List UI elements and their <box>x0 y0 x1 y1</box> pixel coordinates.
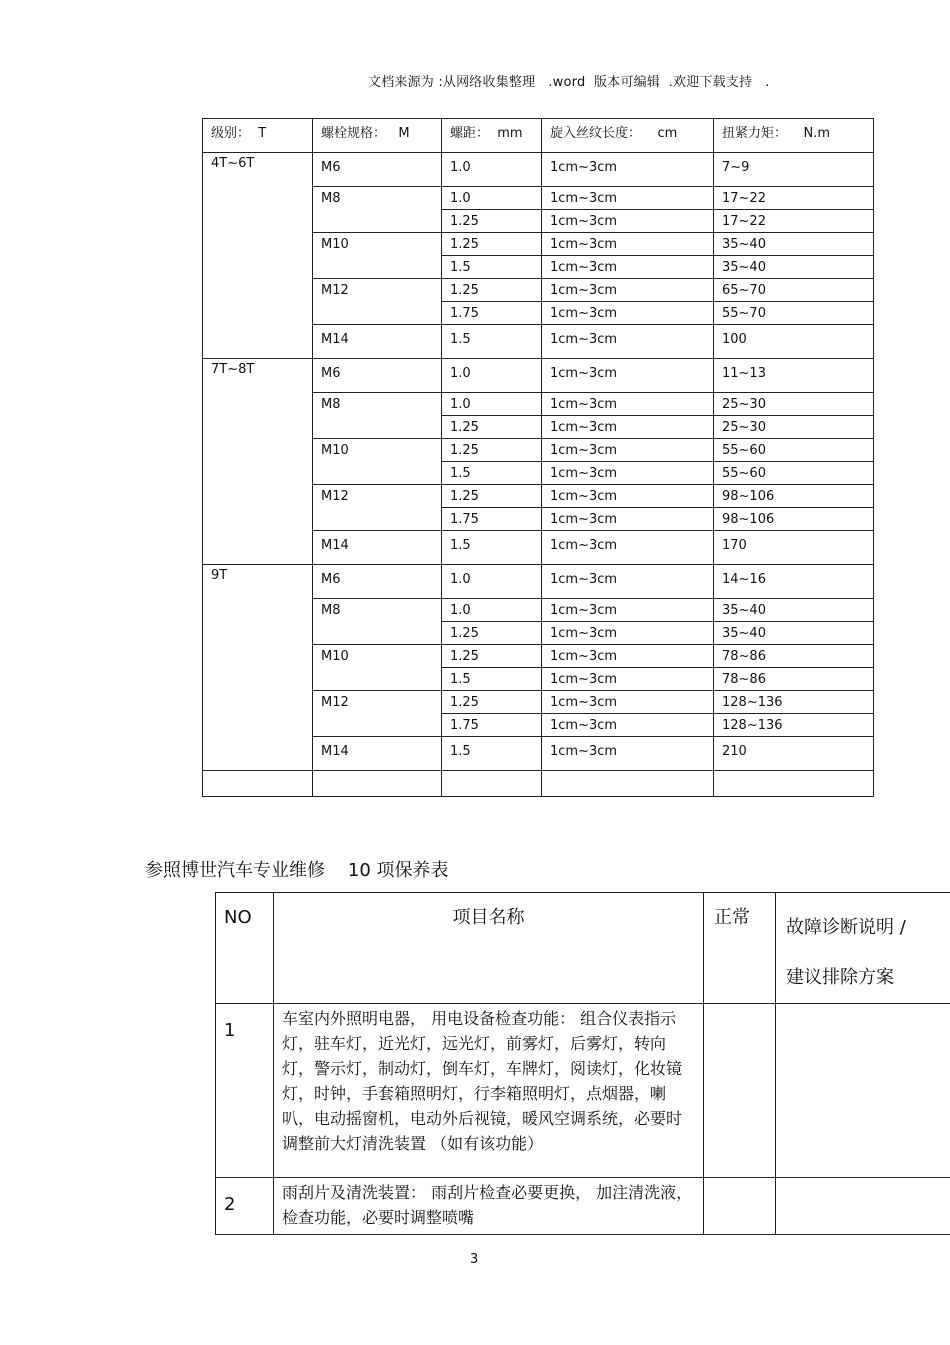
thread-length-cell: 1cm~3cm <box>542 599 714 622</box>
grade-cell: 7T~8T <box>203 359 313 565</box>
torque-value-cell: 35~40 <box>714 599 874 622</box>
pitch-cell: 1.25 <box>442 210 542 233</box>
torque-value-cell: 35~40 <box>714 256 874 279</box>
torque-value-cell: 25~30 <box>714 393 874 416</box>
pitch-cell: 1.25 <box>442 279 542 302</box>
torque-row <box>203 359 874 393</box>
thread-length-cell: 1cm~3cm <box>542 622 714 645</box>
torque-value-cell: 98~106 <box>714 485 874 508</box>
bolt-torque-table <box>202 118 874 797</box>
torque-value-cell: 25~30 <box>714 416 874 439</box>
thread-length-cell: 1cm~3cm <box>542 187 714 210</box>
torque-value-cell: 100 <box>714 325 874 359</box>
thread-length-cell: 1cm~3cm <box>542 531 714 565</box>
torque-value-cell: 11~13 <box>714 359 874 393</box>
header-no: NO <box>216 893 274 1004</box>
bolt-spec-cell: M6 <box>313 565 442 599</box>
grade-cell: 4T~6T <box>203 153 313 359</box>
pitch-cell: 1.75 <box>442 302 542 325</box>
thread-length-cell: 1cm~3cm <box>542 153 714 187</box>
torque-value-cell: 7~9 <box>714 153 874 187</box>
torque-value-cell: 210 <box>714 737 874 771</box>
maintenance-row-2 <box>216 1178 950 1235</box>
pitch-cell: 1.0 <box>442 599 542 622</box>
pitch-cell: 1.25 <box>442 439 542 462</box>
thread-length-cell: 1cm~3cm <box>542 645 714 668</box>
document-source-note: 文档来源为 :从网络收集整理 .word 版本可编辑 .欢迎下载支持 . <box>368 75 770 90</box>
bolt-spec-cell: M8 <box>313 599 442 645</box>
pitch-cell: 1.0 <box>442 187 542 210</box>
header-normal: 正常 <box>704 893 776 1004</box>
torque-value-cell: 55~70 <box>714 302 874 325</box>
torque-value-cell: 78~86 <box>714 645 874 668</box>
empty-cell <box>203 771 313 797</box>
grade-cell: 9T <box>203 565 313 771</box>
torque-value-cell: 98~106 <box>714 508 874 531</box>
thread-length-cell: 1cm~3cm <box>542 714 714 737</box>
torque-header-cell: 螺距： mm <box>442 119 542 153</box>
pitch-cell: 1.0 <box>442 565 542 599</box>
pitch-cell: 1.25 <box>442 233 542 256</box>
thread-length-cell: 1cm~3cm <box>542 737 714 771</box>
thread-length-cell: 1cm~3cm <box>542 416 714 439</box>
row-normal-cell <box>704 1178 776 1235</box>
header-item-name: 项目名称 <box>274 893 704 1004</box>
row-number: 1 <box>216 1004 274 1178</box>
thread-length-cell: 1cm~3cm <box>542 359 714 393</box>
thread-length-cell: 1cm~3cm <box>542 565 714 599</box>
torque-value-cell: 14~16 <box>714 565 874 599</box>
torque-value-cell: 35~40 <box>714 622 874 645</box>
bolt-spec-cell: M12 <box>313 485 442 531</box>
thread-length-cell: 1cm~3cm <box>542 393 714 416</box>
pitch-cell: 1.25 <box>442 691 542 714</box>
row-diagnosis-cell <box>776 1178 950 1235</box>
row-normal-cell <box>704 1004 776 1178</box>
row-diagnosis-cell <box>776 1004 950 1178</box>
torque-empty-row <box>203 771 874 797</box>
bolt-spec-cell: M12 <box>313 691 442 737</box>
maintenance-header-row <box>216 893 950 1004</box>
pitch-cell: 1.5 <box>442 256 542 279</box>
header-diagnosis-line2: 建议排除方案 <box>786 967 894 988</box>
thread-length-cell: 1cm~3cm <box>542 302 714 325</box>
bolt-spec-cell: M12 <box>313 279 442 325</box>
pitch-cell: 1.0 <box>442 359 542 393</box>
pitch-cell: 1.5 <box>442 737 542 771</box>
torque-value-cell: 55~60 <box>714 439 874 462</box>
thread-length-cell: 1cm~3cm <box>542 233 714 256</box>
thread-length-cell: 1cm~3cm <box>542 485 714 508</box>
pitch-cell: 1.5 <box>442 668 542 691</box>
thread-length-cell: 1cm~3cm <box>542 691 714 714</box>
row-number: 2 <box>216 1178 274 1235</box>
bolt-spec-cell: M6 <box>313 153 442 187</box>
header-diagnosis <box>776 893 950 1004</box>
thread-length-cell: 1cm~3cm <box>542 439 714 462</box>
torque-value-cell: 35~40 <box>714 233 874 256</box>
torque-value-cell: 170 <box>714 531 874 565</box>
torque-header-cell: 级别： T <box>203 119 313 153</box>
bolt-spec-cell: M10 <box>313 645 442 691</box>
thread-length-cell: 1cm~3cm <box>542 210 714 233</box>
pitch-cell: 1.5 <box>442 531 542 565</box>
torque-value-cell: 17~22 <box>714 210 874 233</box>
row-item-text: 车室内外照明电器， 用电设备检查功能： 组合仪表指示灯，驻车灯，近光灯，远光灯，前雾灯，后雾灯，转向灯，警示灯，制动灯，倒车灯，车牌灯，阅读灯，化妆镜灯，时钟，手套箱照明灯，行李箱照明灯，点烟器，喇叭，电动摇窗机，电动外后视镜，暖风空调系统，必要时调整前大灯清洗装置 （如有该功能） <box>274 1004 704 1178</box>
empty-cell <box>714 771 874 797</box>
row-item-text: 雨刮片及清洗装置： 雨刮片检查必要更换， 加注清洗液，检查功能，必要时调整喷嘴 <box>274 1178 704 1235</box>
torque-value-cell: 128~136 <box>714 714 874 737</box>
pitch-cell: 1.0 <box>442 393 542 416</box>
bolt-spec-cell: M14 <box>313 737 442 771</box>
page-number: 3 <box>470 1252 479 1267</box>
header-diagnosis-line1: 故障诊断说明 / <box>786 917 906 938</box>
thread-length-cell: 1cm~3cm <box>542 256 714 279</box>
torque-value-cell: 78~86 <box>714 668 874 691</box>
empty-cell <box>313 771 442 797</box>
torque-row <box>203 153 874 187</box>
torque-value-cell: 55~60 <box>714 462 874 485</box>
bolt-spec-cell: M8 <box>313 187 442 233</box>
bolt-spec-cell: M10 <box>313 439 442 485</box>
pitch-cell: 1.25 <box>442 645 542 668</box>
thread-length-cell: 1cm~3cm <box>542 462 714 485</box>
torque-header-cell: 扭紧力矩： N.m <box>714 119 874 153</box>
pitch-cell: 1.25 <box>442 485 542 508</box>
bolt-spec-cell: M6 <box>313 359 442 393</box>
thread-length-cell: 1cm~3cm <box>542 508 714 531</box>
bolt-spec-cell: M14 <box>313 531 442 565</box>
pitch-cell: 1.75 <box>442 714 542 737</box>
torque-value-cell: 65~70 <box>714 279 874 302</box>
pitch-cell: 1.0 <box>442 153 542 187</box>
thread-length-cell: 1cm~3cm <box>542 279 714 302</box>
maintenance-row-1 <box>216 1004 950 1178</box>
pitch-cell: 1.25 <box>442 622 542 645</box>
torque-header-row <box>203 119 874 153</box>
empty-cell <box>542 771 714 797</box>
empty-cell <box>442 771 542 797</box>
torque-value-cell: 17~22 <box>714 187 874 210</box>
thread-length-cell: 1cm~3cm <box>542 325 714 359</box>
torque-header-cell: 旋入丝纹长度： cm <box>542 119 714 153</box>
torque-value-cell: 128~136 <box>714 691 874 714</box>
pitch-cell: 1.25 <box>442 416 542 439</box>
maintenance-table <box>215 892 950 1235</box>
maintenance-section-title: 参照博世汽车专业维修 10 项保养表 <box>145 860 449 881</box>
pitch-cell: 1.5 <box>442 462 542 485</box>
torque-row <box>203 565 874 599</box>
bolt-spec-cell: M10 <box>313 233 442 279</box>
pitch-cell: 1.75 <box>442 508 542 531</box>
pitch-cell: 1.5 <box>442 325 542 359</box>
bolt-spec-cell: M14 <box>313 325 442 359</box>
torque-header-cell: 螺栓规格： M <box>313 119 442 153</box>
bolt-spec-cell: M8 <box>313 393 442 439</box>
thread-length-cell: 1cm~3cm <box>542 668 714 691</box>
